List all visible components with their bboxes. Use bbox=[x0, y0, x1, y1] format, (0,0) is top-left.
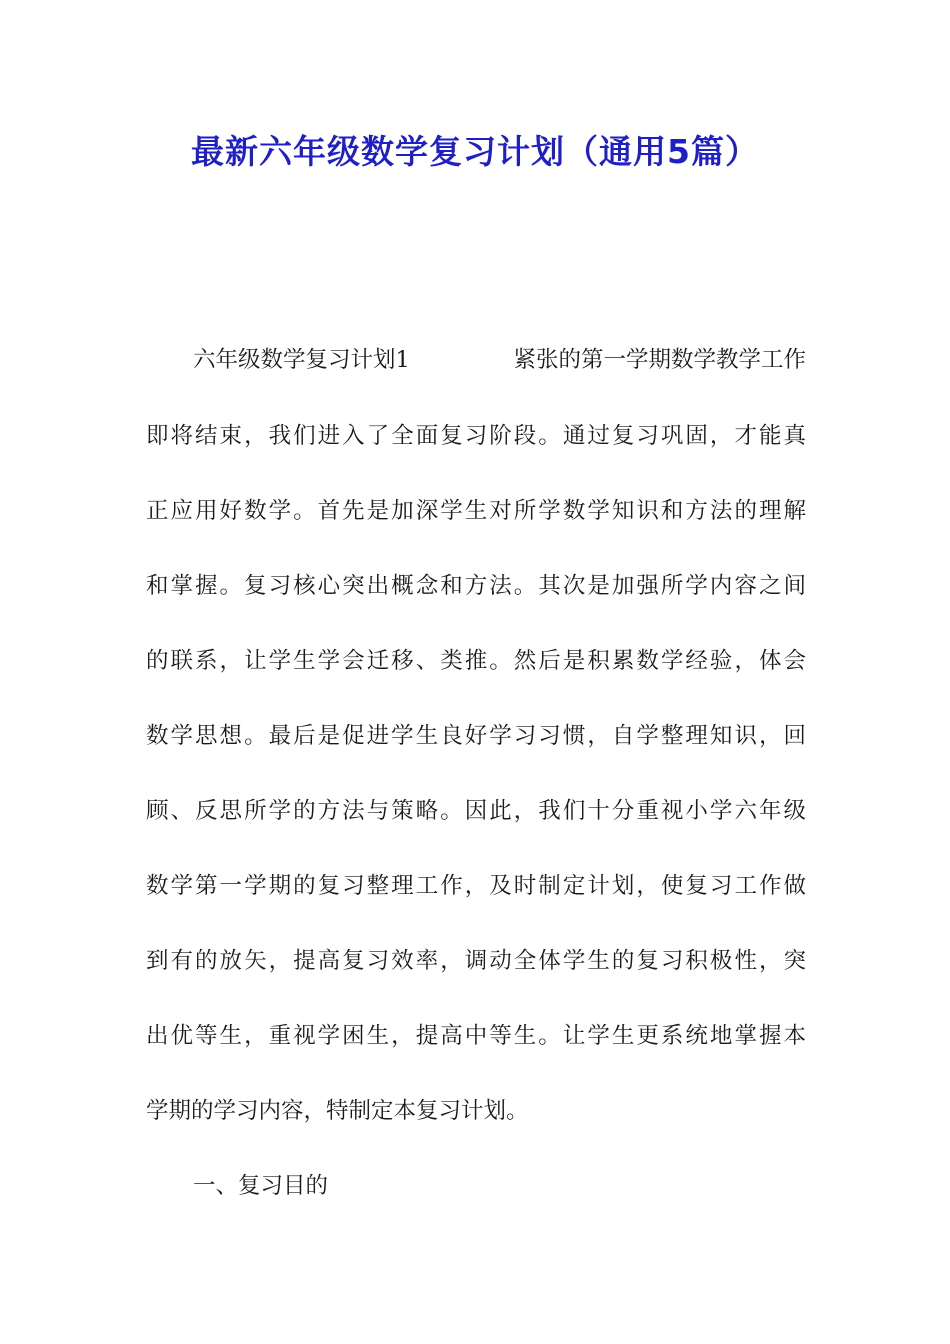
paragraph-line-10: 出优等生，重视学困生，提高中等生。让学生更系统地掌握本 bbox=[146, 1023, 806, 1049]
paragraph-line-4: 和掌握。复习核心突出概念和方法。其次是加强所学内容之间 bbox=[146, 573, 806, 599]
paragraph-line-8: 数学第一学期的复习整理工作，及时制定计划，使复习工作做 bbox=[146, 873, 806, 899]
paragraph-line-1: 紧张的第一学期数学教学工作 bbox=[513, 347, 806, 373]
paragraph-line-3: 正应用好数学。首先是加深学生对所学数学知识和方法的理解 bbox=[146, 498, 806, 524]
paragraph-first-line bbox=[193, 343, 806, 377]
section-label: 六年级数学复习计划1 bbox=[193, 347, 410, 373]
paragraph-line-5: 的联系，让学生学会迁移、类推。然后是积累数学经验，体会 bbox=[146, 648, 806, 674]
section-heading: 一、复习目的 bbox=[193, 1173, 329, 1199]
paragraph-line-9: 到有的放矢，提高复习效率，调动全体学生的复习积极性，突 bbox=[146, 948, 806, 974]
paragraph-line-11: 学期的学习内容，特制定本复习计划。 bbox=[146, 1098, 529, 1124]
paragraph-line-2: 即将结束，我们进入了全面复习阶段。通过复习巩固，才能真 bbox=[146, 423, 806, 449]
document-title: 最新六年级数学复习计划（通用5篇） bbox=[191, 132, 759, 171]
paragraph-line-6: 数学思想。最后是促进学生良好学习习惯，自学整理知识，回 bbox=[146, 723, 806, 749]
paragraph-line-7: 顾、反思所学的方法与策略。因此，我们十分重视小学六年级 bbox=[146, 798, 806, 824]
